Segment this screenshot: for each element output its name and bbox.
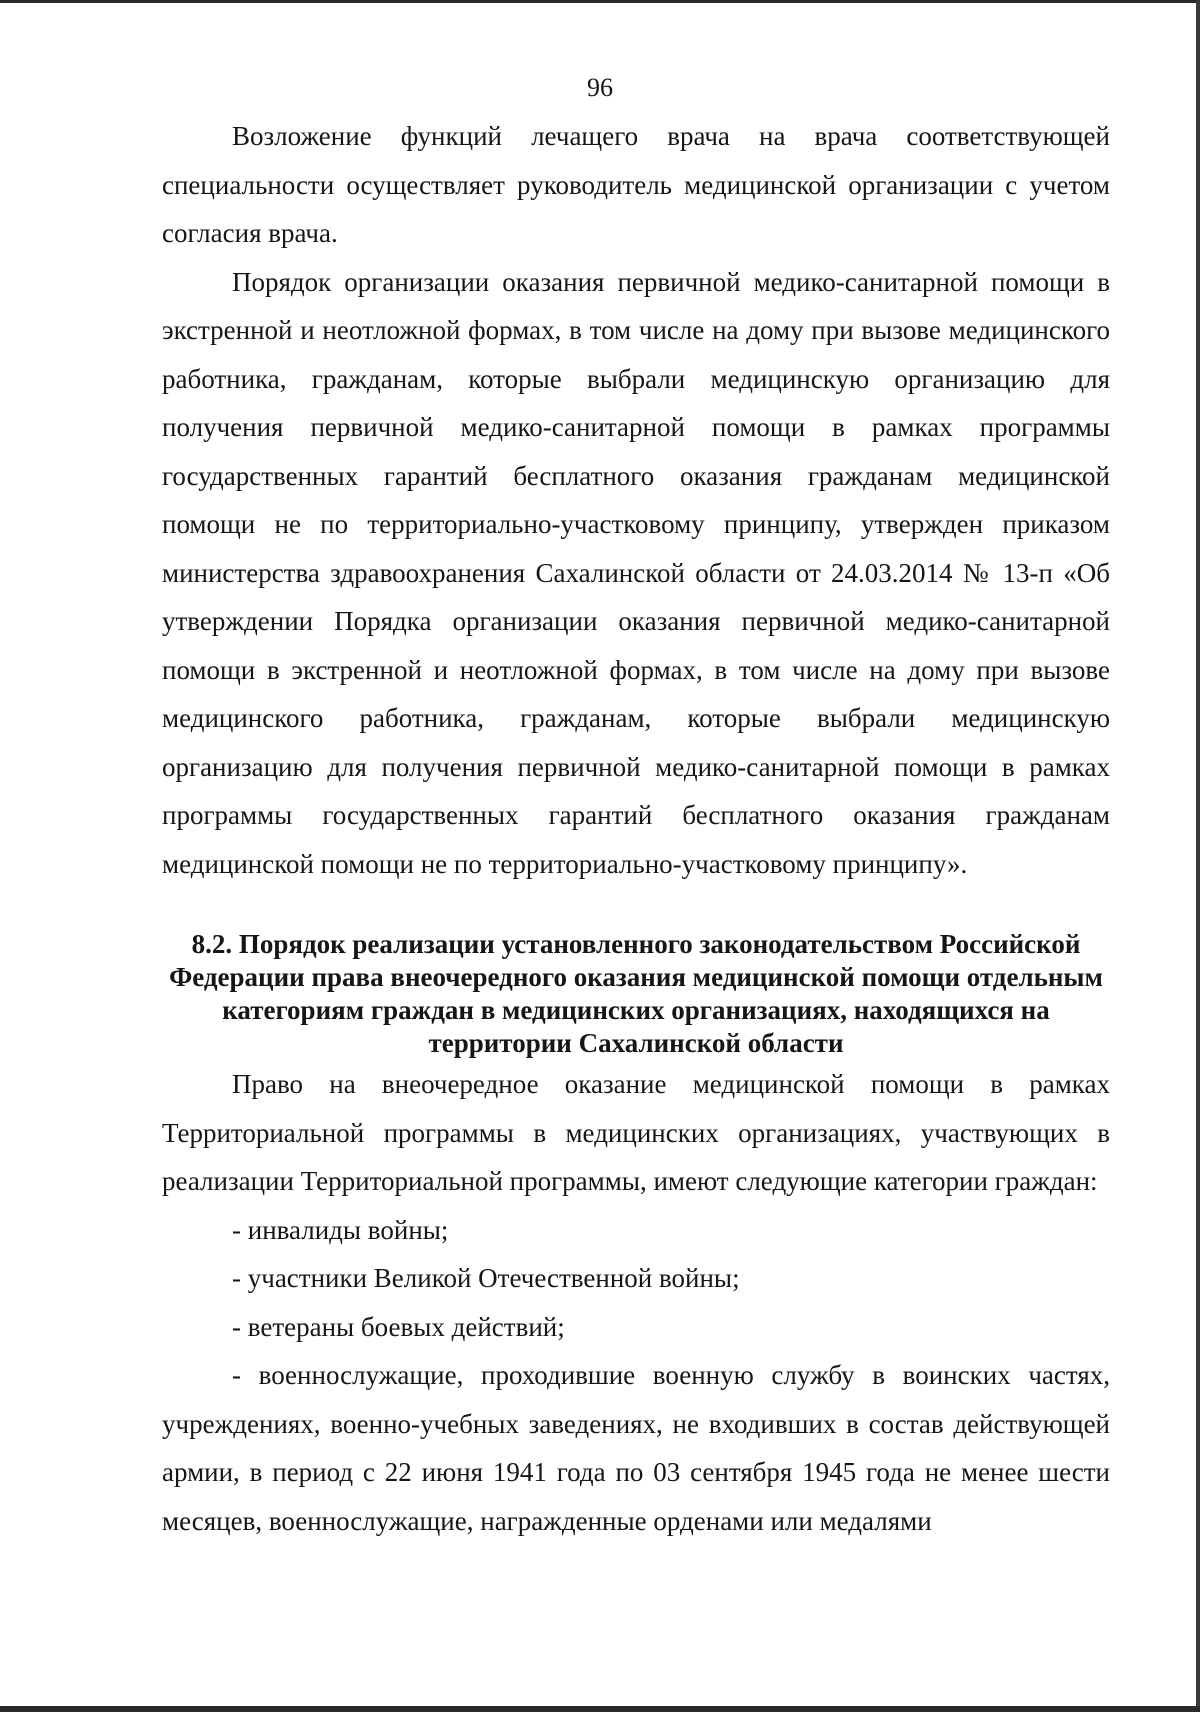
list-item: - участники Великой Отечественной войны; [232, 1263, 740, 1293]
citizen-categories-list [162, 1206, 1110, 1546]
page-number: 96 [587, 73, 613, 102]
scan-edge-top [0, 0, 1200, 3]
list-item: - инвалиды войны; [232, 1214, 449, 1245]
paragraph-primary-care-order: Порядок организации оказания первичной медико-санитарной помощи в экстренной и неотложной формах, в том числе на дому при вызове медицинского работника, гражданам, которые выбрали медицинскую организацию для получения первичной медико-санитарной помощи в рамках программы государственных гарантий бесплатного оказания гражданам медицинской помощи не по территориально-участковому принципу, утвержден приказом министерства здравоохранения Сахалинской области от 24.03.2014 № 13-п «Об утверждении Порядка организации оказания первичной медико-санитарной помощи в экстренной и неотложной формах, в том числе на дому при вызове медицинского работника, гражданам, которые выбрали медицинскую организацию для получения первичной медико-санитарной помощи в рамках программы государственных гарантий бесплатного оказания гражданам медицинской помощи не по территориально-участковому принципу». [162, 266, 1110, 879]
list-item: - ветераны боевых действий; [232, 1311, 565, 1342]
paragraph-priority-right-intro: Право на внеочередное оказание медицинской помощи в рамках Территориальной программы в медицинских организациях, участвующих в реализации Территориальной программы, имеют следующие категории граждан: [162, 1069, 1110, 1196]
section-heading: 8.2. Порядок реализации установленного законодательством Российской Федерации права внеочередного оказания медицинской помощи отдельным категориям граждан в медицинских организациях, находящихся на территории Сахалинской области [169, 929, 1103, 1058]
scan-edge-bottom [0, 1706, 1200, 1712]
list-item: - военнослужащие, проходившие военную службу в воинских частях, учреждениях, военно-учебных заведениях, не входивших в состав действующей армии, в период с 22 июня 1941 года по 03 сентября 1945 года не менее шести месяцев, военнослужащие, награжденные орденами или медалями [162, 1360, 1110, 1536]
scan-edge-right [1196, 0, 1200, 1712]
document-body [162, 112, 1110, 1545]
paragraph-attending-physician: Возложение функций лечащего врача на врача соответствующей специальности осуществляет руководитель медицинской организации с учетом согласия врача. [162, 121, 1110, 248]
